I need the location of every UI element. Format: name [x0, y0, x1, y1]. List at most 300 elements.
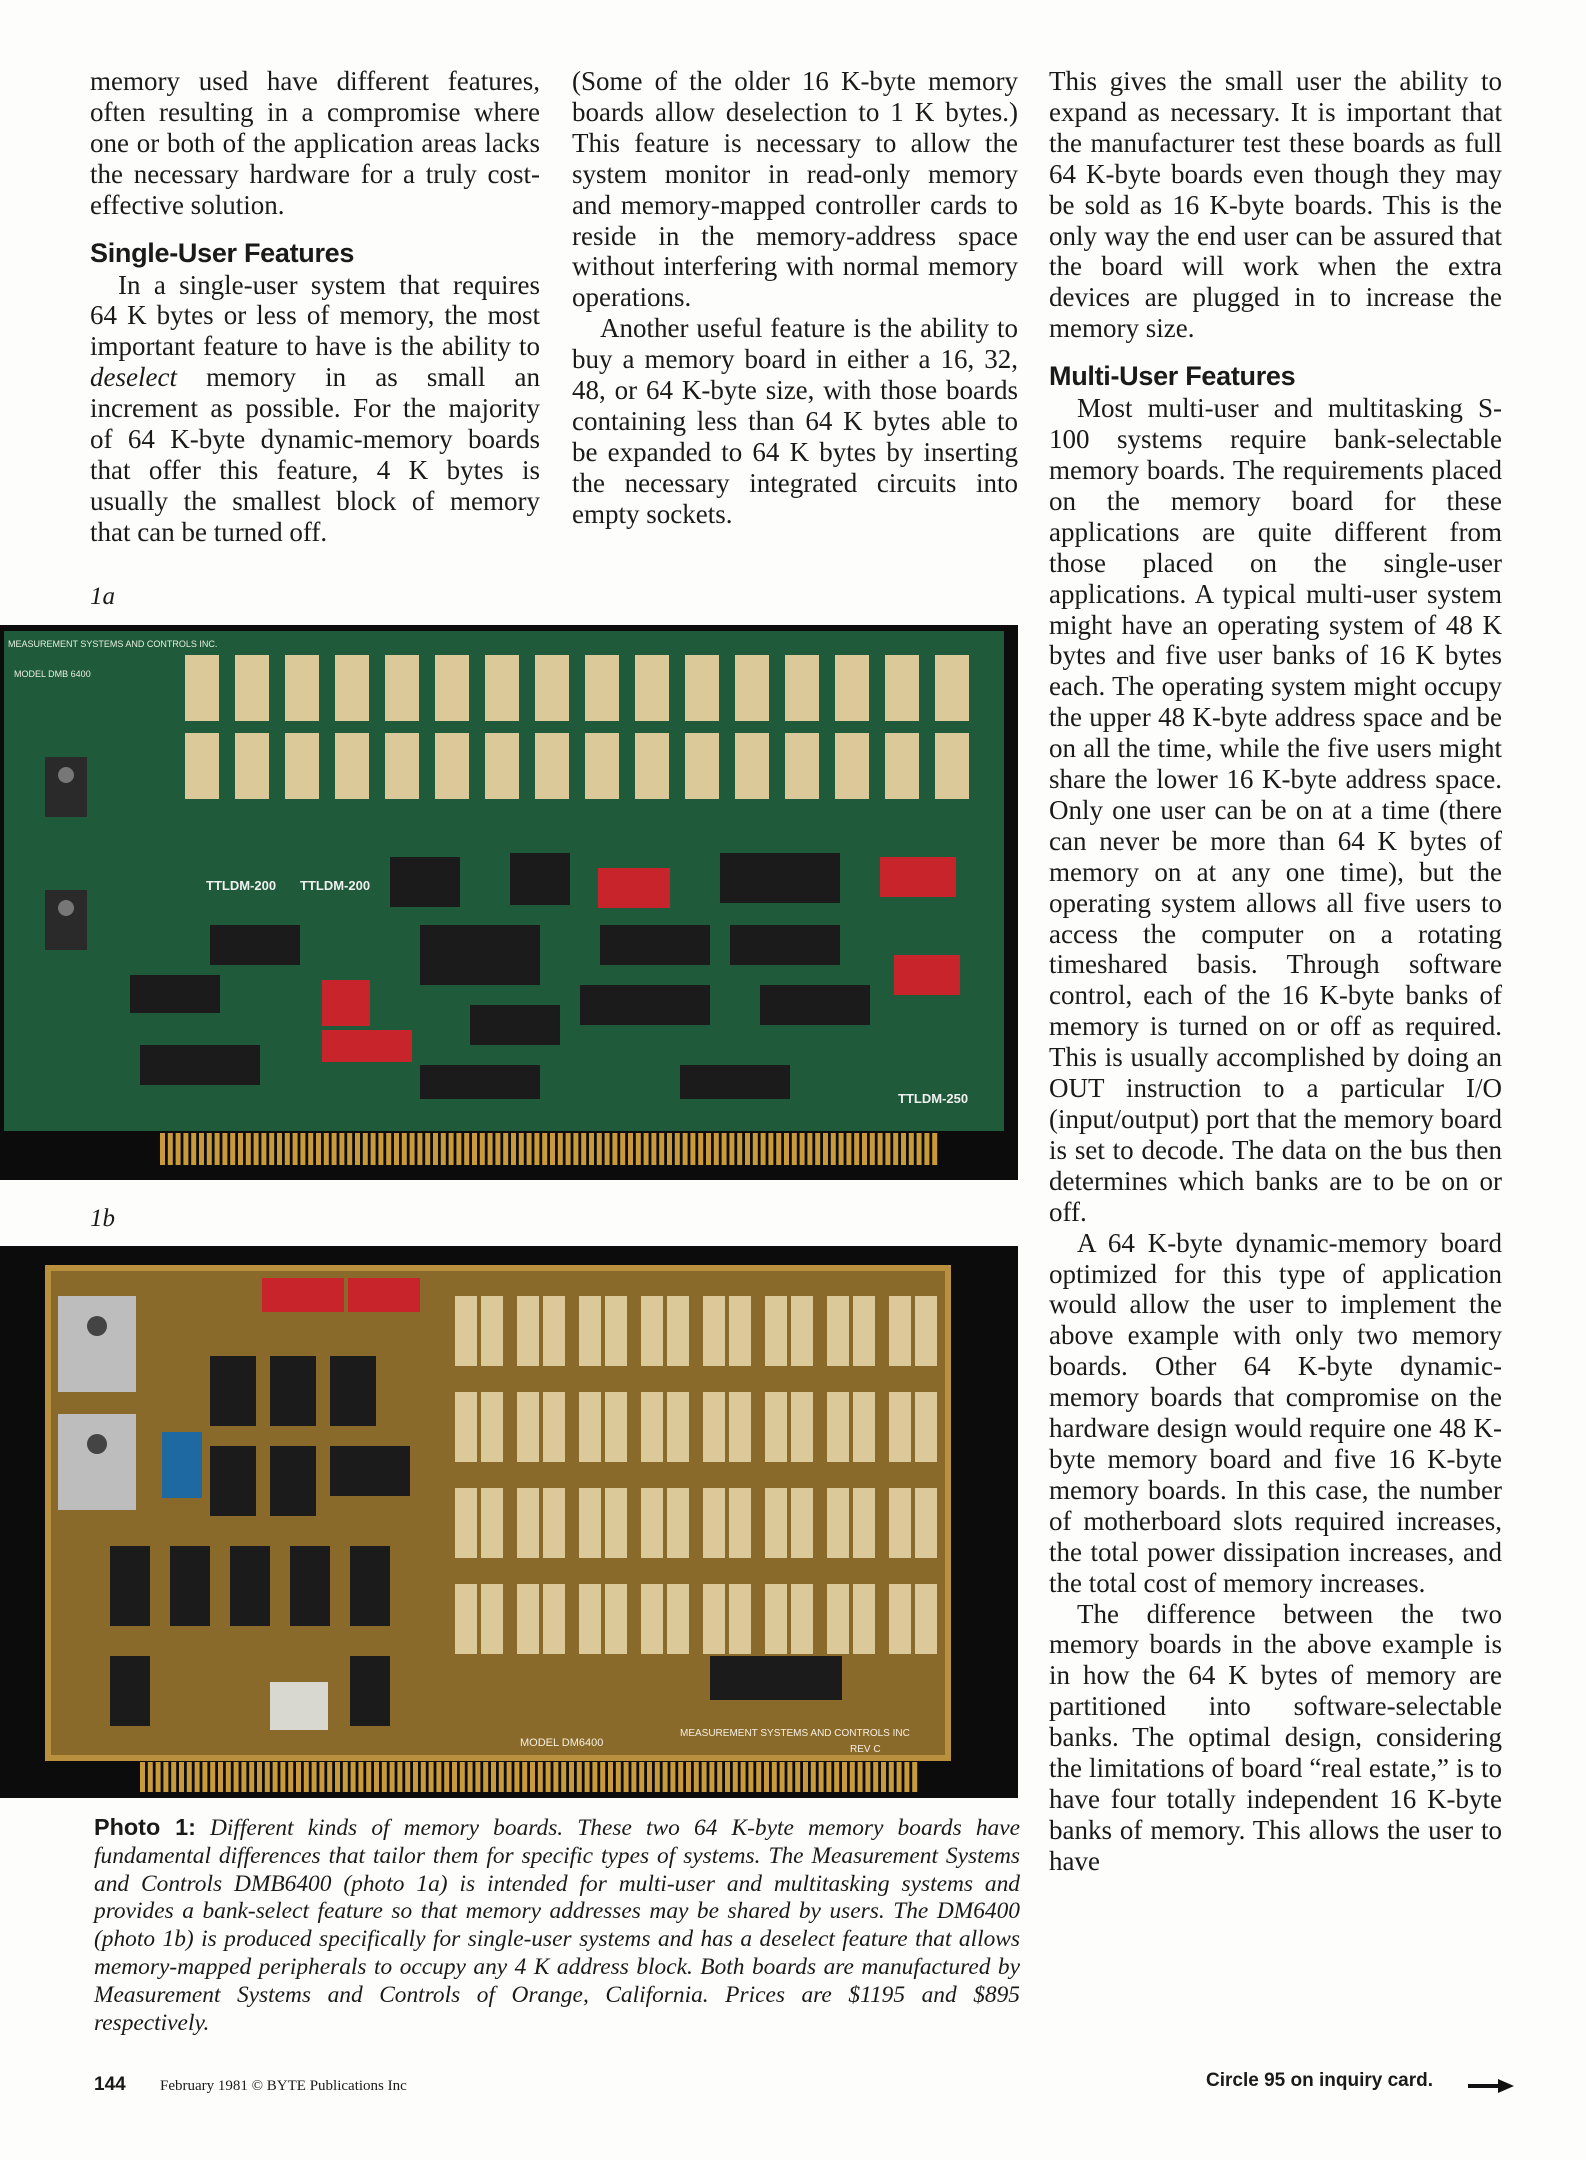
gold-finger: [823, 1133, 828, 1165]
dip-switch: [880, 857, 956, 897]
ram-chip: [729, 1392, 751, 1462]
gold-finger: [667, 1133, 672, 1165]
gold-finger: [343, 1762, 348, 1792]
logic-chip: [130, 975, 220, 1013]
logic-chip: [290, 1546, 330, 1626]
gold-finger: [901, 1133, 906, 1165]
text-column-2: [572, 66, 1018, 530]
photo-caption: [94, 1814, 1020, 2037]
ram-chip: [455, 1488, 477, 1558]
gold-finger: [741, 1762, 746, 1792]
gold-finger: [631, 1762, 636, 1792]
gold-finger: [234, 1762, 239, 1792]
gold-finger: [714, 1133, 719, 1165]
gold-finger: [215, 1133, 220, 1165]
gold-finger: [569, 1762, 574, 1792]
board-maker-text: MEASUREMENT SYSTEMS AND CONTROLS INC.: [8, 639, 218, 649]
gold-finger: [226, 1762, 231, 1792]
gold-finger: [904, 1762, 909, 1792]
ram-chip: [703, 1296, 725, 1366]
logic-chip: [510, 853, 570, 905]
ram-chip: [335, 655, 369, 721]
gold-finger: [273, 1762, 278, 1792]
logic-chip: [270, 1356, 316, 1426]
gold-finger: [538, 1762, 543, 1792]
gold-finger: [873, 1762, 878, 1792]
regulator-screw: [58, 767, 74, 783]
gold-finger: [600, 1762, 605, 1792]
gold-finger: [683, 1133, 688, 1165]
caption-text: Different kinds of memory boards. These two 64 K-byte memory boards have fundamental differences that tailor them for specific types of systems. The Measurement Systems and Controls DMB6400 (photo 1a) is intended for multi-user and multitasking systems and provides a bank-select feature so that memory addresses may be shared by users. The DM6400 (photo 1b) is produced specifically for single-user systems and has a deselect feature that allows memory-mapped peripherals to occupy any 4 K address block. Both boards are manufactured by Measurement Systems and Controls of Orange, California. Prices are $1195 and $895 respectively.: [94, 1815, 1020, 2036]
gold-finger: [807, 1133, 812, 1165]
gold-finger: [897, 1762, 902, 1792]
gold-finger: [332, 1133, 337, 1165]
gold-finger: [573, 1133, 578, 1165]
dip-switch: [348, 1278, 420, 1312]
gold-finger: [296, 1762, 301, 1792]
footer-date-line: February 1981 © BYTE Publications Inc: [160, 2078, 407, 2094]
heatsink: [58, 1414, 136, 1510]
gold-finger: [163, 1762, 168, 1792]
gold-finger: [495, 1133, 500, 1165]
text-column-3: [1049, 66, 1502, 1877]
gold-finger: [452, 1762, 457, 1792]
gold-finger: [764, 1762, 769, 1792]
gold-finger: [795, 1762, 800, 1792]
text-span: memory in as small an increment as possible. For the majority of 64 K-byte dynamic-memory boards that offer this feature, 4 K bytes is usually the smallest block of memory that can be turned off.: [90, 362, 540, 547]
ram-chip: [605, 1584, 627, 1654]
gold-finger: [488, 1133, 493, 1165]
gold-finger: [772, 1762, 777, 1792]
photo-1a-memory-board: [0, 625, 1018, 1180]
gold-finger: [722, 1133, 727, 1165]
gold-finger: [288, 1762, 293, 1792]
ram-chip: [585, 655, 619, 721]
ram-chip: [785, 655, 819, 721]
logic-chip: [720, 853, 840, 903]
ram-chip: [579, 1392, 601, 1462]
gold-finger: [553, 1762, 558, 1792]
ram-chip: [641, 1488, 663, 1558]
gold-finger: [534, 1133, 539, 1165]
ram-chip: [455, 1584, 477, 1654]
gold-finger: [675, 1133, 680, 1165]
ram-chip: [827, 1584, 849, 1654]
gold-finger: [160, 1133, 165, 1165]
gold-finger: [566, 1133, 571, 1165]
gold-finger: [254, 1133, 259, 1165]
gold-finger: [319, 1762, 324, 1792]
gold-finger: [374, 1762, 379, 1792]
dip-switch: [322, 980, 370, 1026]
gold-finger: [546, 1762, 551, 1792]
gold-finger: [441, 1133, 446, 1165]
ram-chip: [535, 655, 569, 721]
gold-finger: [304, 1762, 309, 1792]
gold-finger: [651, 1133, 656, 1165]
gold-finger: [729, 1133, 734, 1165]
text-column-1: [90, 66, 540, 548]
gold-finger: [616, 1762, 621, 1792]
gold-finger: [589, 1133, 594, 1165]
gold-finger: [358, 1762, 363, 1792]
gold-finger: [761, 1133, 766, 1165]
logic-chip: [170, 1546, 210, 1626]
logic-chip: [350, 1656, 390, 1726]
gold-finger: [694, 1762, 699, 1792]
dip-switch: [894, 955, 960, 995]
gold-finger: [846, 1133, 851, 1165]
gold-finger: [522, 1762, 527, 1792]
gold-finger: [464, 1133, 469, 1165]
text-span: In a single-user system that requires 64 K bytes or less of memory, the most important feature to have is the ability to: [90, 269, 540, 362]
gold-finger: [351, 1762, 356, 1792]
ram-chip: [481, 1584, 503, 1654]
ram-chip: [889, 1584, 911, 1654]
gold-finger: [425, 1133, 430, 1165]
gold-finger: [706, 1133, 711, 1165]
ram-chip: [765, 1488, 787, 1558]
gold-finger: [261, 1133, 266, 1165]
ram-chip: [729, 1584, 751, 1654]
gold-finger: [865, 1762, 870, 1792]
gold-finger: [725, 1762, 730, 1792]
resistor-network: [162, 1432, 202, 1498]
gold-finger: [644, 1133, 649, 1165]
paragraph: Most multi-user and multitasking S-100 systems require bank-selectable memory boards. The requirements placed on the memory board for these applications are quite different from those placed on the single-user applications. A typical multi-user system might have an operating system of 48 K bytes and five user banks of 16 K bytes each. The operating system might occupy the upper 48 K-byte address space and be on all the time, while the five users might share the lower 16 K-byte address space. Only one user can be on at a time (there can never be more than 64 K bytes of memory on at any one time), but the operating system allows all five users to access the computer on a rotating timeshared basis. Through software control, each of the 16 K-byte banks of memory is turned on or off as required. This is usually accomplished by doing an OUT instruction to a particular I/O (input/output) port that the memory board is set to decode. The data on the bus then determines which banks are to be on or off.: [1049, 393, 1502, 1227]
gold-finger: [647, 1762, 652, 1792]
ram-chip: [703, 1584, 725, 1654]
paragraph: [90, 270, 540, 548]
paragraph: A 64 K-byte dynamic-memory board optimized for this type of application would allow the user to implement the above example with only two memory boards. Other 64 K-byte dynamic-memory boards that compromise on the hardware design would require one 48 K-byte memory board and five 16 K-byte memory boards. In this case, the number of motherboard slots required increases, the total power dissipation increases, and the total cost of memory increases.: [1049, 1227, 1502, 1598]
gold-finger: [670, 1762, 675, 1792]
ram-chip: [543, 1584, 565, 1654]
gold-finger: [831, 1133, 836, 1165]
ram-chip: [885, 655, 919, 721]
gold-finger: [620, 1133, 625, 1165]
ram-chip: [185, 733, 219, 799]
gold-finger: [530, 1762, 535, 1792]
gold-finger: [839, 1133, 844, 1165]
logic-chip: [680, 1065, 790, 1099]
gold-finger: [592, 1762, 597, 1792]
gold-finger: [870, 1133, 875, 1165]
gold-finger: [257, 1762, 262, 1792]
ram-chip: [785, 733, 819, 799]
gold-finger: [932, 1133, 937, 1165]
dip-switch: [262, 1278, 344, 1312]
gold-finger: [230, 1133, 235, 1165]
gold-finger: [339, 1133, 344, 1165]
gold-finger: [371, 1133, 376, 1165]
gold-finger: [324, 1133, 329, 1165]
ram-chip: [703, 1392, 725, 1462]
gold-finger: [542, 1133, 547, 1165]
ram-chip: [915, 1584, 937, 1654]
regulator-label: TTLDM-200: [206, 878, 277, 893]
emphasis-text: deselect: [90, 362, 177, 393]
gold-finger: [745, 1133, 750, 1165]
ram-chip: [853, 1584, 875, 1654]
gold-finger: [468, 1762, 473, 1792]
gold-finger: [612, 1133, 617, 1165]
gold-finger: [608, 1762, 613, 1792]
gold-finger: [156, 1762, 161, 1792]
board-rev-text: REV C: [850, 1744, 881, 1755]
gold-finger: [433, 1133, 438, 1165]
ram-chip: [517, 1296, 539, 1366]
gold-finger: [397, 1762, 402, 1792]
ram-chip: [517, 1392, 539, 1462]
logic-chip: [420, 1065, 540, 1099]
ram-chip: [435, 733, 469, 799]
gold-finger: [519, 1133, 524, 1165]
gold-finger: [585, 1762, 590, 1792]
gold-finger: [690, 1133, 695, 1165]
ram-chip: [455, 1296, 477, 1366]
ram-chip: [185, 655, 219, 721]
ram-chip: [481, 1296, 503, 1366]
board-model-text: MODEL DMB 6400: [14, 669, 91, 679]
gold-finger: [893, 1133, 898, 1165]
ram-chip: [915, 1392, 937, 1462]
gold-finger: [187, 1762, 192, 1792]
voltage-regulator: [45, 757, 87, 817]
gold-finger: [269, 1133, 274, 1165]
ram-chip: [915, 1296, 937, 1366]
regulator-screw: [87, 1316, 107, 1336]
gold-finger: [768, 1133, 773, 1165]
gold-finger: [355, 1133, 360, 1165]
ram-chip: [935, 733, 969, 799]
ram-chip: [827, 1296, 849, 1366]
ram-chip: [765, 1296, 787, 1366]
ram-chip: [335, 733, 369, 799]
ram-chip: [703, 1488, 725, 1558]
gold-finger: [246, 1133, 251, 1165]
gold-finger: [300, 1133, 305, 1165]
gold-finger: [312, 1762, 317, 1792]
gold-finger: [402, 1133, 407, 1165]
gold-finger: [917, 1133, 922, 1165]
gold-finger: [639, 1762, 644, 1792]
ram-chip: [667, 1296, 689, 1366]
gold-finger: [249, 1762, 254, 1792]
ram-chip: [635, 733, 669, 799]
regulator-label: TTLDM-200: [300, 878, 371, 893]
ram-chip: [889, 1296, 911, 1366]
gold-finger: [394, 1133, 399, 1165]
ram-chip: [667, 1584, 689, 1654]
gold-finger: [483, 1762, 488, 1792]
gold-finger: [285, 1133, 290, 1165]
heatsink: [58, 1296, 136, 1392]
gold-finger: [558, 1133, 563, 1165]
ram-chip: [685, 655, 719, 721]
gold-finger: [819, 1762, 824, 1792]
crystal: [270, 1682, 328, 1730]
ram-chip: [685, 733, 719, 799]
ram-chip: [889, 1488, 911, 1558]
gold-finger: [659, 1133, 664, 1165]
gold-finger: [826, 1762, 831, 1792]
controller-chip: [710, 1656, 842, 1700]
ram-chip: [385, 733, 419, 799]
photo-1b-memory-board: [0, 1246, 1018, 1798]
section-heading-multi-user: Multi-User Features: [1049, 361, 1296, 392]
gold-finger: [499, 1762, 504, 1792]
gold-finger: [335, 1762, 340, 1792]
photo-label-1a: 1a: [90, 583, 115, 610]
gold-finger: [753, 1133, 758, 1165]
ram-chip: [435, 655, 469, 721]
gold-finger: [511, 1133, 516, 1165]
ram-chip: [853, 1488, 875, 1558]
gold-finger: [171, 1762, 176, 1792]
gold-finger: [386, 1133, 391, 1165]
gold-finger: [327, 1762, 332, 1792]
gold-finger: [308, 1133, 313, 1165]
gold-finger: [421, 1762, 426, 1792]
ram-chip: [835, 733, 869, 799]
paragraph: This gives the small user the ability to expand as necessary. It is important that the manufacturer test these boards as full 64 K-byte boards even though they may be sold as 16 K-byte boards. This is the only way the end user can be assured that the board will work when the extra devices are plugged in to increase the memory size.: [1049, 66, 1502, 344]
gold-finger: [792, 1133, 797, 1165]
ram-chip: [791, 1584, 813, 1654]
gold-finger: [207, 1133, 212, 1165]
gold-finger: [238, 1133, 243, 1165]
ram-chip: [605, 1392, 627, 1462]
gold-finger: [183, 1133, 188, 1165]
gold-finger: [605, 1133, 610, 1165]
ram-chip: [285, 733, 319, 799]
logic-chip: [600, 925, 710, 965]
regulator-screw: [58, 900, 74, 916]
gold-finger: [191, 1133, 196, 1165]
logic-chip: [730, 925, 840, 965]
gold-finger: [503, 1133, 508, 1165]
logic-chip: [210, 1446, 256, 1516]
paragraph: The difference between the two memory boards in the above example is in how the 64 K bytes of memory are partitioned into software-selectable banks. The optimal design, considering the limitations of board “real estate,” is to have four totally independent 16 K-byte banks of memory. This allows the user to have: [1049, 1598, 1502, 1876]
ram-chip: [481, 1488, 503, 1558]
gold-finger: [698, 1133, 703, 1165]
gold-finger: [709, 1762, 714, 1792]
paragraph: Another useful feature is the ability to buy a memory board in either a 16, 32, 48, or 64 K-byte size, with those boards containing less than 64 K bytes able to be expanded to 64 K bytes by inserting the necessary integrated circuits into empty sockets.: [572, 313, 1018, 529]
gold-finger: [885, 1133, 890, 1165]
gold-finger: [176, 1133, 181, 1165]
gold-finger: [218, 1762, 223, 1792]
gold-finger: [800, 1133, 805, 1165]
ram-chip: [579, 1488, 601, 1558]
gold-finger: [748, 1762, 753, 1792]
ram-chip: [853, 1296, 875, 1366]
gold-finger: [480, 1133, 485, 1165]
ram-chip: [543, 1488, 565, 1558]
logic-chip: [230, 1546, 270, 1626]
gold-finger: [436, 1762, 441, 1792]
logic-chip: [330, 1446, 410, 1496]
ram-chip: [543, 1296, 565, 1366]
gold-finger: [347, 1133, 352, 1165]
gold-finger: [378, 1133, 383, 1165]
gold-finger: [924, 1133, 929, 1165]
gold-finger: [417, 1133, 422, 1165]
gold-finger: [834, 1762, 839, 1792]
regulator-label: TTLDM-250: [898, 1091, 969, 1106]
ram-chip: [485, 655, 519, 721]
logic-chip: [110, 1656, 150, 1726]
gold-finger: [199, 1133, 204, 1165]
gold-finger: [784, 1133, 789, 1165]
gold-finger: [756, 1762, 761, 1792]
gold-finger: [475, 1762, 480, 1792]
gold-finger: [449, 1133, 454, 1165]
paragraph: (Some of the older 16 K-byte memory boards allow deselection to 1 K bytes.) This feature is necessary to allow the system monitor in read-only memory and memory-mapped controller cards to reside in the memory-address space without interfering with normal memory operations.: [572, 66, 1018, 313]
gold-finger: [717, 1762, 722, 1792]
gold-finger: [803, 1762, 808, 1792]
gold-finger: [179, 1762, 184, 1792]
ram-chip: [517, 1584, 539, 1654]
gold-finger: [787, 1762, 792, 1792]
board-model-text: MODEL DM6400: [520, 1737, 604, 1749]
gold-finger: [472, 1133, 477, 1165]
ram-chip: [765, 1584, 787, 1654]
ram-chip: [791, 1488, 813, 1558]
gold-finger: [491, 1762, 496, 1792]
gold-finger: [210, 1762, 215, 1792]
ram-chip: [641, 1296, 663, 1366]
regulator-screw: [87, 1434, 107, 1454]
gold-finger: [655, 1762, 660, 1792]
ram-chip: [635, 655, 669, 721]
logic-chip: [760, 985, 870, 1025]
gold-finger: [780, 1762, 785, 1792]
gold-finger: [514, 1762, 519, 1792]
gold-finger: [850, 1762, 855, 1792]
logic-chip: [210, 925, 300, 965]
gold-finger: [293, 1133, 298, 1165]
ram-chip: [455, 1392, 477, 1462]
gold-finger: [410, 1133, 415, 1165]
gold-finger: [168, 1133, 173, 1165]
ram-chip: [285, 655, 319, 721]
ram-chip: [791, 1296, 813, 1366]
ram-chip: [667, 1488, 689, 1558]
gold-finger: [878, 1133, 883, 1165]
gold-finger: [815, 1133, 820, 1165]
ram-chip: [579, 1584, 601, 1654]
gold-finger: [195, 1762, 200, 1792]
gold-finger: [733, 1762, 738, 1792]
gold-finger: [277, 1133, 282, 1165]
logic-chip: [210, 1356, 256, 1426]
ram-chip: [385, 655, 419, 721]
gold-finger: [581, 1133, 586, 1165]
ram-chip: [853, 1392, 875, 1462]
ram-chip: [235, 655, 269, 721]
gold-finger: [858, 1762, 863, 1792]
gold-finger: [561, 1762, 566, 1792]
gold-finger: [405, 1762, 410, 1792]
ram-chip: [641, 1392, 663, 1462]
ram-chip: [889, 1392, 911, 1462]
gold-finger: [776, 1133, 781, 1165]
ram-chip: [827, 1392, 849, 1462]
gold-finger: [912, 1762, 917, 1792]
ram-chip: [481, 1392, 503, 1462]
gold-finger: [597, 1133, 602, 1165]
ram-chip: [485, 733, 519, 799]
gold-finger: [507, 1762, 512, 1792]
